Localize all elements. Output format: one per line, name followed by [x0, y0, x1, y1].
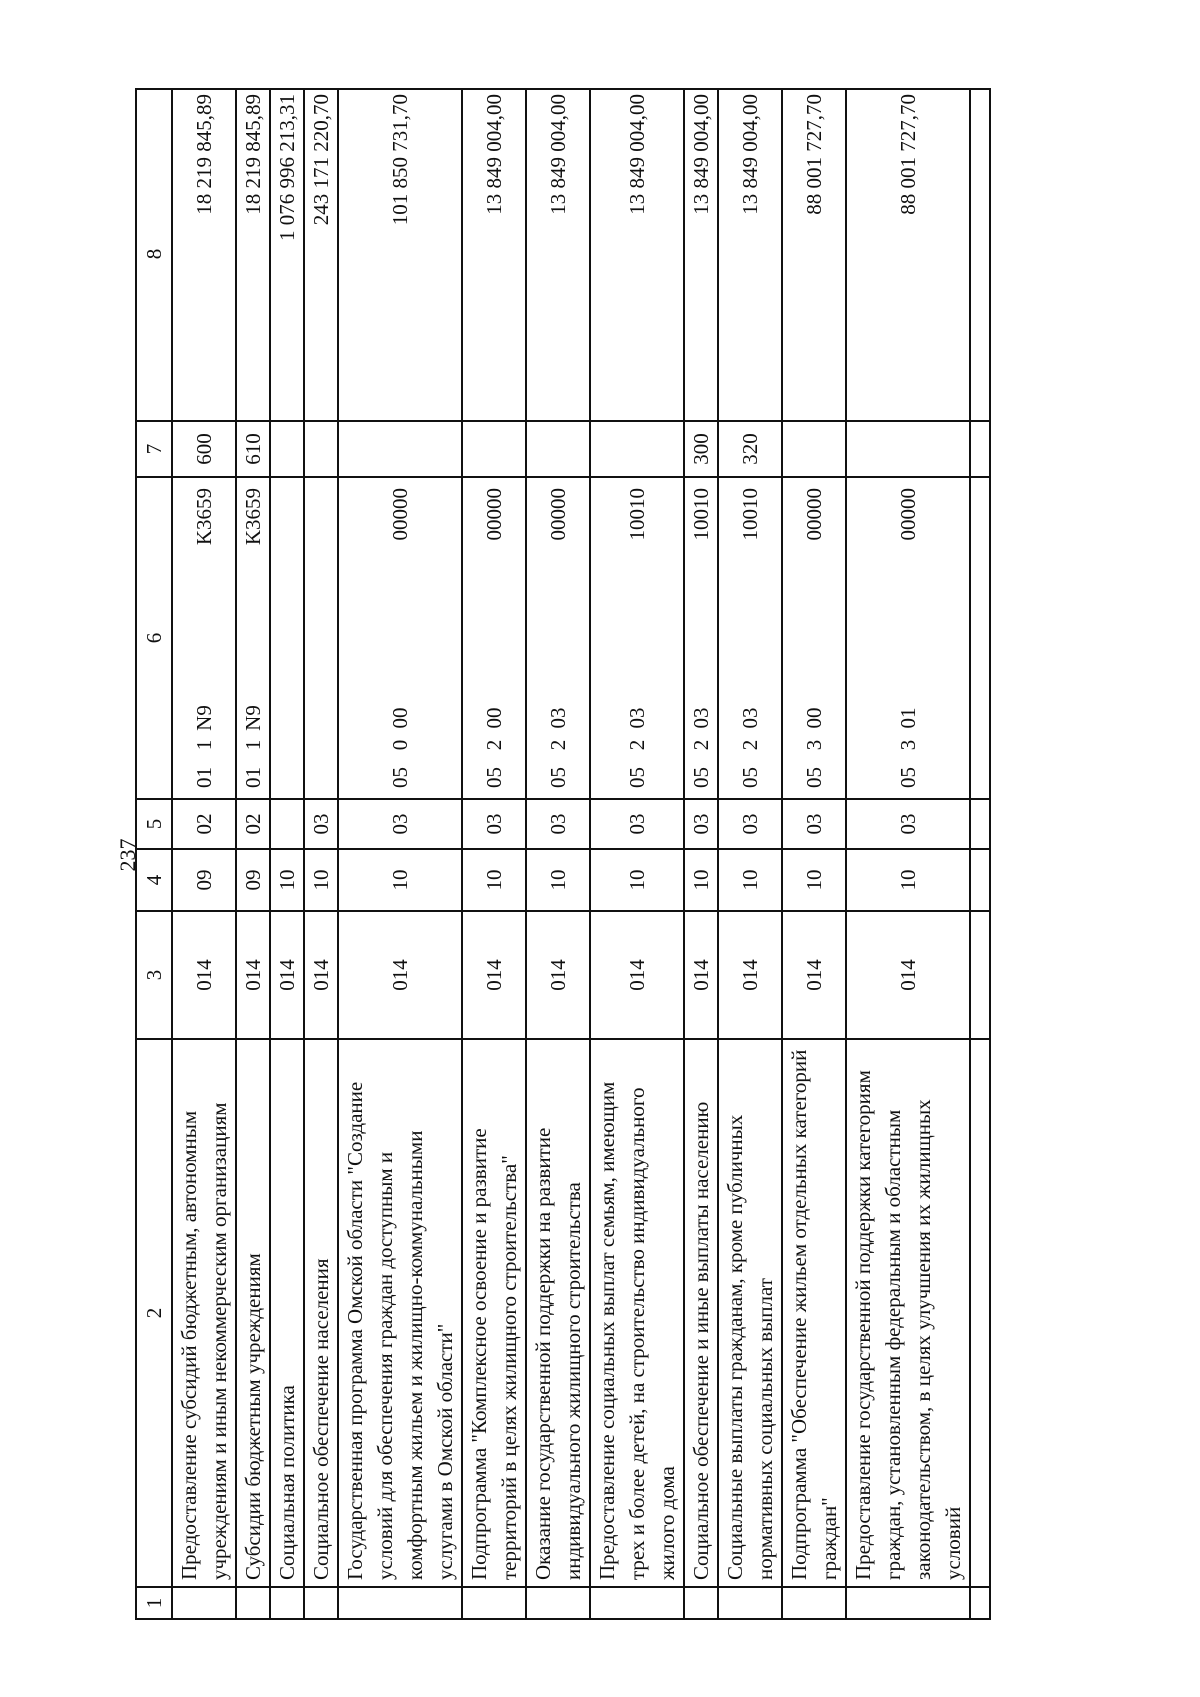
- cell-col-1: [718, 1587, 782, 1619]
- target-code-part: 3: [802, 739, 826, 751]
- cell-expense-type: [782, 421, 846, 477]
- target-code-part: N9: [192, 705, 216, 731]
- cell-target-code: [338, 477, 462, 799]
- cell-admin-code: 014: [172, 911, 236, 1039]
- target-code-part: 2: [738, 739, 762, 751]
- cell-amount: 88 001 727,70: [846, 89, 970, 421]
- cell-expense-type: [590, 421, 684, 477]
- table-row: [338, 89, 462, 1619]
- cell-name: [970, 1039, 990, 1587]
- table-row: [782, 89, 846, 1619]
- target-code-part: 01: [896, 707, 920, 729]
- table-row: [270, 89, 304, 1619]
- cell-target-code: [846, 477, 970, 799]
- target-code-part: 01: [192, 767, 216, 788]
- cell-admin-code: 014: [718, 911, 782, 1039]
- cell-expense-type: 610: [236, 421, 270, 477]
- cell-admin-code: 014: [590, 911, 684, 1039]
- target-code-part: 2: [689, 739, 713, 751]
- cell-amount: 13 849 004,00: [718, 89, 782, 421]
- target-code-part: 03: [546, 707, 570, 729]
- target-code-part: 00000: [482, 488, 506, 541]
- target-code-parts: [735, 484, 765, 792]
- cell-col-1: [270, 1587, 304, 1619]
- table-row: [236, 89, 270, 1619]
- cell-target-code: [236, 477, 270, 799]
- target-code-part: 05: [689, 767, 713, 788]
- cell-name: Оказание государственной поддержки на развитие индивидуального жилищного строительства: [526, 1039, 590, 1587]
- cell-col-1: [590, 1587, 684, 1619]
- table-row: [462, 89, 526, 1619]
- target-code-part: 00: [802, 707, 826, 729]
- header-col-6: 6: [136, 477, 172, 799]
- cell-admin-code: 014: [270, 911, 304, 1039]
- header-col-2: 2: [136, 1039, 172, 1587]
- target-code-parts: [686, 484, 716, 792]
- cell-section: 10: [590, 849, 684, 911]
- target-code-part: 05: [546, 767, 570, 788]
- target-code-part: 01: [241, 767, 265, 788]
- target-code-part: 1: [192, 739, 216, 751]
- cell-name: Подпрограмма "Комплексное освоение и развитие территорий в целях жилищного строительства": [462, 1039, 526, 1587]
- target-code-parts: [543, 484, 573, 792]
- target-code-part: 03: [738, 707, 762, 729]
- cell-amount: 13 849 004,00: [590, 89, 684, 421]
- cell-subsection: 03: [462, 799, 526, 849]
- target-code-part: 10010: [625, 488, 649, 541]
- target-code-part: 3: [896, 739, 920, 751]
- cell-section: 10: [526, 849, 590, 911]
- cell-expense-type: [338, 421, 462, 477]
- cell-section: 10: [684, 849, 718, 911]
- cell-amount: 88 001 727,70: [782, 89, 846, 421]
- table-row: [970, 89, 990, 1619]
- rotated-table-container: [115, 90, 1065, 1620]
- target-code-part: 0: [388, 739, 412, 751]
- header-row: [136, 89, 172, 1619]
- target-code-part: 2: [546, 739, 570, 751]
- target-code-part: 00000: [546, 488, 570, 541]
- cell-expense-type: [970, 421, 990, 477]
- cell-target-code: [462, 477, 526, 799]
- cell-name: Подпрограмма "Обеспечение жильем отдельных категорий граждан": [782, 1039, 846, 1587]
- cell-amount: 101 850 731,70: [338, 89, 462, 421]
- cell-subsection: 03: [684, 799, 718, 849]
- target-code-part: 05: [896, 767, 920, 788]
- table-row: [684, 89, 718, 1619]
- target-code-part: 1: [241, 739, 265, 751]
- cell-amount: 1 076 996 213,31: [270, 89, 304, 421]
- cell-name: Предоставление социальных выплат семьям, имеющим трех и более детей, на строительство индивидуального жилого дома: [590, 1039, 684, 1587]
- target-code-part: 05: [802, 767, 826, 788]
- cell-subsection: 03: [718, 799, 782, 849]
- target-code-part: 05: [482, 767, 506, 788]
- header-col-8: 8: [136, 89, 172, 421]
- target-code-part: 05: [738, 767, 762, 788]
- header-col-1: 1: [136, 1587, 172, 1619]
- cell-admin-code: 014: [684, 911, 718, 1039]
- table-row: [846, 89, 970, 1619]
- cell-subsection: 03: [338, 799, 462, 849]
- cell-target-code: [782, 477, 846, 799]
- cell-expense-type: 600: [172, 421, 236, 477]
- cell-amount: 13 849 004,00: [684, 89, 718, 421]
- target-code-part: 10010: [689, 488, 713, 541]
- cell-expense-type: 300: [684, 421, 718, 477]
- table-row: [172, 89, 236, 1619]
- target-code-part: K3659: [192, 488, 216, 546]
- cell-subsection: 03: [846, 799, 970, 849]
- cell-name: Социальное обеспечение и иные выплаты населению: [684, 1039, 718, 1587]
- cell-col-1: [236, 1587, 270, 1619]
- page-number: 237: [115, 838, 140, 872]
- cell-section: 10: [462, 849, 526, 911]
- cell-expense-type: 320: [718, 421, 782, 477]
- cell-section: 10: [782, 849, 846, 911]
- cell-amount: 13 849 004,00: [526, 89, 590, 421]
- cell-subsection: 02: [236, 799, 270, 849]
- cell-expense-type: [270, 421, 304, 477]
- cell-admin-code: 014: [462, 911, 526, 1039]
- cell-section: 09: [236, 849, 270, 911]
- target-code-parts: [622, 484, 652, 792]
- target-code-part: 03: [689, 707, 713, 729]
- cell-name: Социальная политика: [270, 1039, 304, 1587]
- cell-target-code: [304, 477, 338, 799]
- cell-name: Государственная программа Омской области "Создание условий для обеспечения граждан доступным и комфортным жильем и жилищно-коммунальными услугами в Омской области": [338, 1039, 462, 1587]
- cell-admin-code: 014: [782, 911, 846, 1039]
- target-code-part: 00: [482, 707, 506, 729]
- target-code-parts: [238, 484, 268, 792]
- target-code-part: 2: [482, 739, 506, 751]
- cell-subsection: 03: [782, 799, 846, 849]
- cell-admin-code: 014: [846, 911, 970, 1039]
- target-code-parts: [385, 484, 415, 792]
- target-code-parts: [799, 484, 829, 792]
- cell-amount: 13 849 004,00: [462, 89, 526, 421]
- table-row: [718, 89, 782, 1619]
- budget-table: [135, 88, 991, 1620]
- cell-subsection: [270, 799, 304, 849]
- target-code-part: 00000: [896, 488, 920, 541]
- target-code-part: 2: [625, 739, 649, 751]
- cell-section: 10: [270, 849, 304, 911]
- target-code-part: 05: [388, 767, 412, 788]
- target-code-part: 00000: [802, 488, 826, 541]
- cell-target-code: [590, 477, 684, 799]
- cell-amount: 18 219 845,89: [236, 89, 270, 421]
- cell-name: Предоставление субсидий бюджетным, автономным учреждениям и иным некоммерческим организациям: [172, 1039, 236, 1587]
- cell-section: 10: [304, 849, 338, 911]
- target-code-part: 05: [625, 767, 649, 788]
- cell-expense-type: [526, 421, 590, 477]
- target-code-part: 00: [388, 707, 412, 729]
- cell-col-1: [338, 1587, 462, 1619]
- cell-section: 09: [172, 849, 236, 911]
- cell-amount: 18 219 845,89: [172, 89, 236, 421]
- target-code-parts: [479, 484, 509, 792]
- cell-amount: 243 171 220,70: [304, 89, 338, 421]
- target-code-part: 10010: [738, 488, 762, 541]
- cell-target-code: [684, 477, 718, 799]
- table-row: [304, 89, 338, 1619]
- cell-name: Социальные выплаты гражданам, кроме публичных нормативных социальных выплат: [718, 1039, 782, 1587]
- cell-section: 10: [718, 849, 782, 911]
- cell-target-code: [172, 477, 236, 799]
- cell-subsection: 02: [172, 799, 236, 849]
- cell-col-1: [846, 1587, 970, 1619]
- cell-subsection: 03: [590, 799, 684, 849]
- cell-col-1: [526, 1587, 590, 1619]
- cell-target-code: [718, 477, 782, 799]
- header-col-4: 4: [136, 849, 172, 911]
- cell-admin-code: [970, 911, 990, 1039]
- cell-col-1: [172, 1587, 236, 1619]
- table-row: [526, 89, 590, 1619]
- cell-target-code: [526, 477, 590, 799]
- cell-col-1: [782, 1587, 846, 1619]
- header-col-3: 3: [136, 911, 172, 1039]
- cell-col-1: [970, 1587, 990, 1619]
- header-col-5: 5: [136, 799, 172, 849]
- cell-subsection: [970, 799, 990, 849]
- cell-target-code: [970, 477, 990, 799]
- header-col-7: 7: [136, 421, 172, 477]
- cell-section: 10: [338, 849, 462, 911]
- cell-admin-code: 014: [304, 911, 338, 1039]
- target-code-part: 00000: [388, 488, 412, 541]
- cell-subsection: 03: [304, 799, 338, 849]
- cell-expense-type: [846, 421, 970, 477]
- cell-admin-code: 014: [526, 911, 590, 1039]
- cell-section: [970, 849, 990, 911]
- target-code-part: K3659: [241, 488, 265, 546]
- cell-amount: [970, 89, 990, 421]
- table-row: [590, 89, 684, 1619]
- cell-name: Предоставление государственной поддержки категориям граждан, установленным федеральным и областным законодательством, в целях улучшения их жилищных условий: [846, 1039, 970, 1587]
- cell-col-1: [462, 1587, 526, 1619]
- target-code-parts: [893, 484, 923, 792]
- cell-target-code: [270, 477, 304, 799]
- cell-col-1: [684, 1587, 718, 1619]
- cell-subsection: 03: [526, 799, 590, 849]
- cell-expense-type: [462, 421, 526, 477]
- cell-name: Социальное обеспечение населения: [304, 1039, 338, 1587]
- cell-expense-type: [304, 421, 338, 477]
- cell-admin-code: 014: [338, 911, 462, 1039]
- cell-section: 10: [846, 849, 970, 911]
- cell-col-1: [304, 1587, 338, 1619]
- cell-name: Субсидии бюджетным учреждениям: [236, 1039, 270, 1587]
- cell-admin-code: 014: [236, 911, 270, 1039]
- target-code-parts: [189, 484, 219, 792]
- target-code-part: N9: [241, 705, 265, 731]
- target-code-part: 03: [625, 707, 649, 729]
